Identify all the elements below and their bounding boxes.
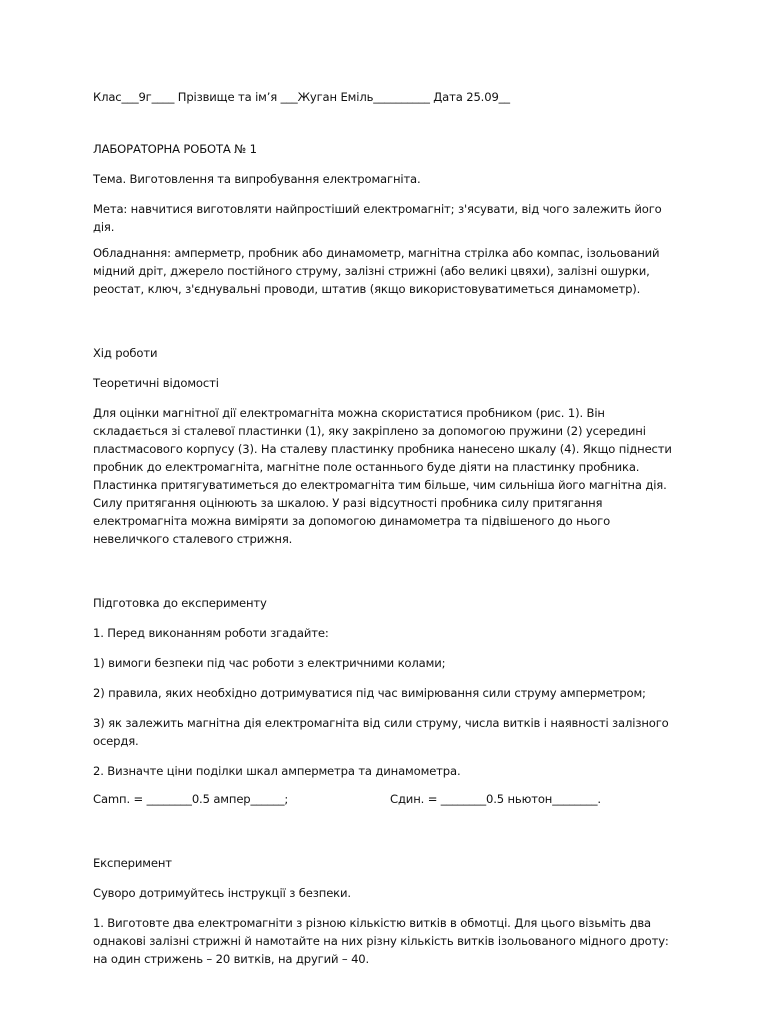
experiment-item-1 — [93, 914, 683, 968]
goal-paragraph — [93, 200, 683, 236]
prep-heading: Підготовка до експерименту — [93, 596, 267, 610]
dynamometer-division-value: Сдин. = ________0.5 ньютон________. — [390, 792, 601, 806]
prep-item-2: 2. Визначте ціни поділки шкал амперметра та динамометра. — [93, 764, 461, 778]
theory-line: Силу притягання оцінюють за шкалою. У разі відсутності пробника силу притягання — [93, 496, 603, 510]
document-page — [93, 88, 683, 968]
goal-line: Мета: навчитися виготовляти найпростіший електромагніт; з'ясувати, від чого залежить його — [93, 202, 662, 216]
prep-item-1: 1. Перед виконанням роботи згадайте: — [93, 626, 329, 640]
theory-line: Для оцінки магнітної дії електромагніта можна скористатися пробником (рис. 1). Він — [93, 406, 605, 420]
prep-subitem-3 — [93, 714, 683, 750]
safety-note: Суворо дотримуйтесь інструкції з безпеки. — [93, 886, 351, 900]
equipment-paragraph — [93, 244, 683, 298]
lab-title: ЛАБОРАТОРНА РОБОТА № 1 — [93, 142, 257, 156]
theory-line: складається зі сталевої пластинки (1), яку закріплено за допомогою пружини (2) усередині — [93, 424, 646, 438]
theory-line: пробник до електромагніта, магнітне поле останнього буде діяти на пластинку пробника. — [93, 460, 640, 474]
procedure-heading: Хід роботи — [93, 346, 158, 360]
prep-subitem-1: 1) вимоги безпеки під час роботи з електричними колами; — [93, 656, 446, 670]
experiment-line: 1. Виготовте два електромагніти з різною кількістю витків в обмотці. Для цього візьміть два — [93, 916, 651, 930]
theory-paragraph — [93, 404, 683, 548]
experiment-line: на один стрижень – 20 витків, на другий – 40. — [93, 952, 370, 966]
experiment-heading: Експеримент — [93, 856, 172, 870]
theory-line: невеличкого сталевого стрижня. — [93, 532, 293, 546]
measurement-row — [93, 790, 683, 808]
equipment-line: мідний дріт, джерело постійного струму, залізні стрижні (або великі цвяхи), залізні ошурки, — [93, 264, 650, 278]
equipment-line: реостат, ключ, з'єднувальні проводи, штатив (якщо використовуватиметься динамометр). — [93, 282, 641, 296]
prep-subitem-3-line: 3) як залежить магнітна дія електромагніта від сили струму, числа витків і наявності залізного — [93, 716, 669, 730]
theory-line: пластмасового корпусу (3). На сталеву пластинку пробника нанесено шкалу (4). Якщо піднести — [93, 442, 672, 456]
theory-line: електромагніта можна виміряти за допомогою динамометра та підвішеного до нього — [93, 514, 611, 528]
experiment-line: однакові залізні стрижні й намотайте на них різну кількість витків ізольованого мідного дроту: — [93, 934, 669, 948]
prep-subitem-2: 2) правила, яких необхідно дотримуватися під час вимірювання сили струму амперметром; — [93, 686, 646, 700]
goal-line: дія. — [93, 220, 115, 234]
topic-line: Тема. Виготовлення та випробування електромагніта. — [93, 172, 421, 186]
theory-line: Пластинка притягуватиметься до електромагніта тим більше, чим сильніша його магнітна дія. — [93, 478, 667, 492]
header-line: Клас___9г____ Прізвище та ім’я ___Жуган Еміль__________ Дата 25.09__ — [93, 90, 510, 104]
equipment-line: Обладнання: амперметр, пробник або динамометр, магнітна стрілка або компас, ізольований — [93, 246, 660, 260]
theory-heading: Теоретичні відомості — [93, 376, 219, 390]
prep-subitem-3-line: осердя. — [93, 734, 139, 748]
ammeter-division-value: Сamп. = ________0.5 ампер______; — [93, 792, 289, 806]
